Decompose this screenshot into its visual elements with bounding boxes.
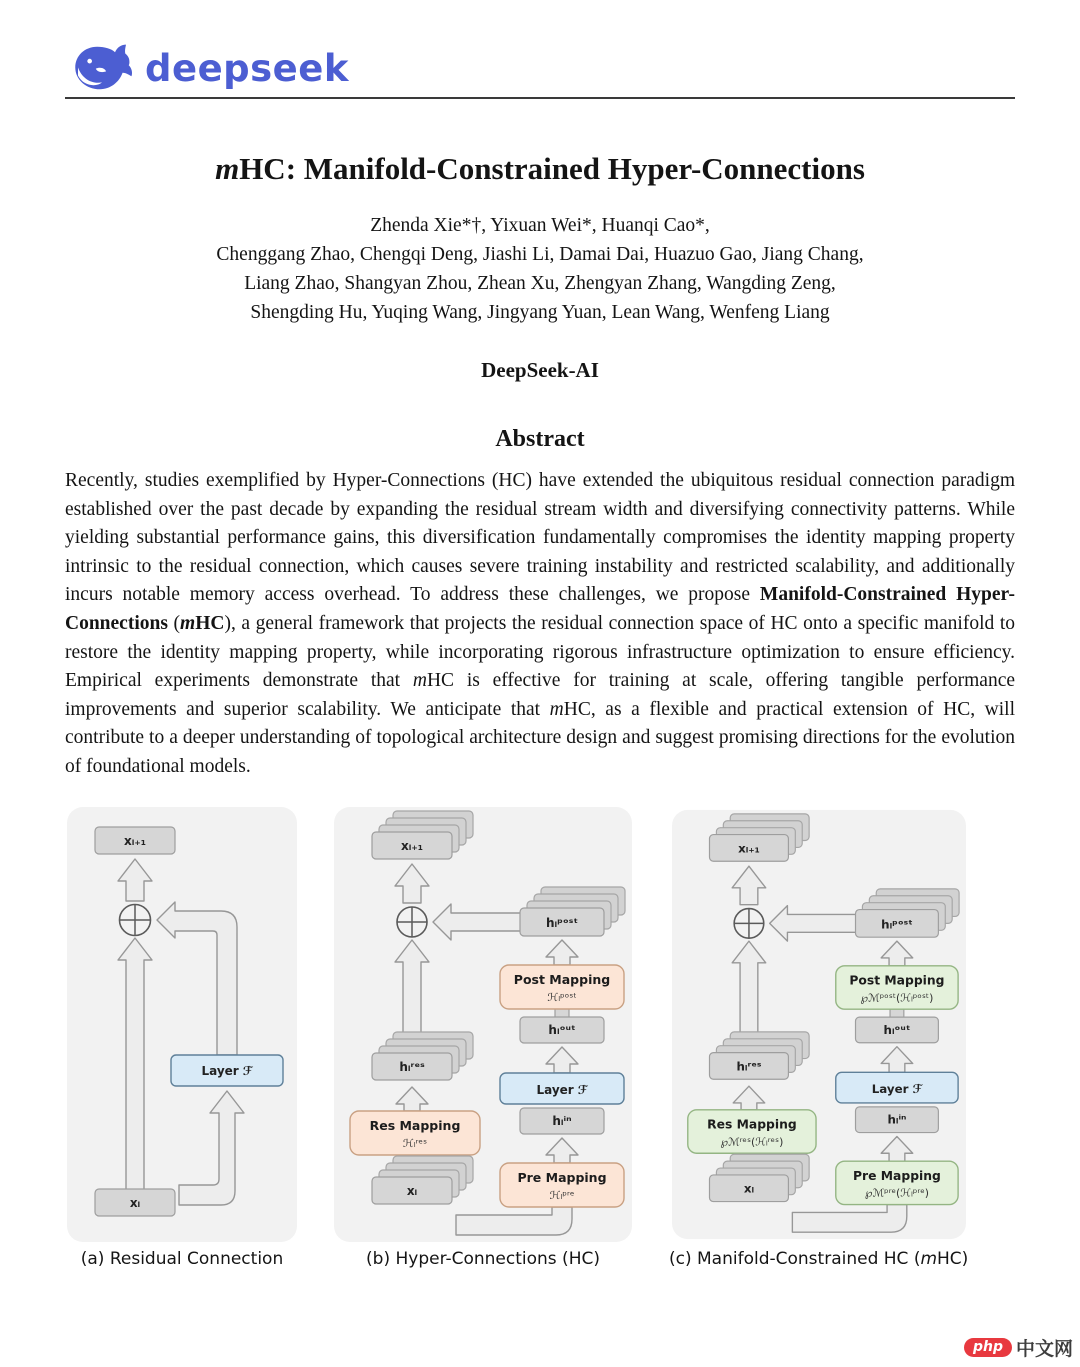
caption-c-suffix: HC)	[937, 1248, 969, 1269]
pre-mapping-box	[835, 1161, 957, 1204]
abstract-mhc-hc: HC	[195, 612, 225, 634]
abstract-mhc-m: m	[180, 612, 196, 634]
h-post-label: hₗᵖᵒˢᵗ	[546, 915, 578, 930]
figure-panel-c	[669, 807, 968, 1269]
abstract-mhc-m: m	[412, 670, 427, 692]
x-next-label: xₗ₊₁	[401, 838, 423, 853]
h-out-label: hₗᵒᵘᵗ	[883, 1022, 910, 1037]
h-out-box	[855, 1017, 938, 1043]
abstract-paragraph	[65, 467, 1015, 782]
h-out-label: hₗᵒᵘᵗ	[548, 1022, 576, 1037]
caption-a: (a) Residual Connection	[80, 1248, 284, 1269]
pre-mapping-expr: ℘ℳᵖʳᵉ(ℋₗᵖʳᵉ)	[864, 1186, 929, 1200]
h-in-box	[855, 1106, 938, 1132]
abstract-heading: Abstract	[495, 426, 585, 452]
x-next-box	[95, 827, 175, 854]
deepseek-whale-icon	[71, 44, 133, 92]
abstract-text: ), a general framework that projects the residual connection space of HC onto a specific manifold to restore the identity mapping property, while incorporating rigorous infrastructure optimization to ensure efficiency. Empirical experiments demonstrate that	[65, 612, 1016, 692]
plus-circle-icon	[120, 904, 151, 935]
paper-title	[65, 151, 1015, 187]
h-post-stack	[520, 887, 625, 936]
post-mapping-expr: ℘ℳᵖᵒˢᵗ(ℋₗᵖᵒˢᵗ)	[860, 990, 934, 1004]
author-line: Shengding Hu, Yuqing Wang, Jingyang Yuan, Lean Wang, Wenfeng Liang	[250, 302, 830, 323]
affiliation: DeepSeek-AI	[481, 358, 599, 382]
post-mapping-label: Post Mapping	[513, 971, 611, 987]
h-res-label: hₗʳᵉˢ	[736, 1058, 762, 1073]
pre-mapping-expr: ℋₗᵖʳᵉ	[549, 1188, 575, 1202]
res-mapping-label: Res Mapping	[369, 1117, 461, 1133]
page-header	[65, 0, 1015, 99]
h-in-box	[520, 1108, 604, 1134]
deepseek-logo	[65, 44, 1015, 92]
pre-mapping-label: Pre Mapping	[517, 1169, 607, 1185]
layer-label: Layer ℱ	[536, 1082, 588, 1097]
abstract-text: HC is effective for training at scale, offering tangible performance improvements and superior scalability. We anticipate that	[65, 670, 1016, 720]
figure-panel-a	[67, 807, 297, 1269]
plus-circle-icon	[397, 907, 427, 937]
mhc-diagram	[672, 807, 966, 1242]
author-line: Liang Zhao, Shangyan Zhou, Zhean Xu, Zhengyan Zhang, Wangding Zeng,	[244, 273, 836, 294]
header-divider	[65, 97, 1015, 99]
x-next-label: xₗ₊₁	[124, 833, 146, 848]
author-line: Zhenda Xie*†, Yixuan Wei*, Huanqi Cao*,	[370, 215, 710, 236]
abstract-text: Recently, studies exemplified by Hyper-Connections (HC) have extended the ubiquitous residual connection paradigm established over the past decade by expanding the residual stream width and diversifying connectivity patterns. While yielding substantial performance gains, this diversification fundamentally compromises the identity mapping property intrinsic to the residual connection, which causes severe training instability and restricted scalability, and additionally incurs notable memory access overhead. To address these challenges, we propose	[65, 470, 1015, 606]
h-post-stack	[855, 888, 959, 936]
title-italic-m: m	[215, 151, 240, 186]
post-mapping-label: Post Mapping	[849, 973, 945, 988]
php-badge: php	[964, 1338, 1012, 1357]
pre-mapping-box	[500, 1163, 624, 1207]
author-line: Chenggang Zhao, Chengqi Deng, Jiashi Li, Damai Dai, Huazuo Gao, Jiang Chang,	[216, 244, 864, 265]
h-post-label: hₗᵖᵒˢᵗ	[880, 916, 913, 931]
site-watermark	[964, 1334, 1073, 1361]
x-next-label: xₗ₊₁	[737, 840, 760, 855]
layer-label: Layer ℱ	[201, 1063, 253, 1078]
watermark-text: 中文网	[1015, 1338, 1073, 1360]
layer-label: Layer ℱ	[871, 1081, 922, 1096]
title-rest: HC: Manifold-Constrained Hyper-Connections	[239, 151, 865, 186]
res-mapping-box	[687, 1109, 815, 1152]
x-input-label: xₗ	[129, 1195, 141, 1210]
abstract-text: HC, as a flexible and practical extension of HC, will contribute to a deeper understanding of topological architecture design and suggest promising directions for the evolution of foundational models.	[65, 698, 1016, 777]
residual-connection-diagram	[67, 807, 297, 1242]
res-mapping-box	[350, 1111, 480, 1155]
layer-box	[835, 1072, 957, 1103]
h-out-box	[520, 1017, 604, 1043]
author-list	[65, 211, 1015, 327]
abstract-text: (	[167, 612, 181, 634]
figure-panel-b	[334, 807, 632, 1269]
abstract-bold-term: Manifold-Constrained Hyper-Connections	[65, 584, 1015, 634]
layer-box	[171, 1055, 283, 1086]
x-input-label: xₗ	[743, 1181, 754, 1196]
caption-c-italic-m: m	[920, 1248, 938, 1269]
hyper-connections-diagram	[334, 807, 632, 1242]
pre-mapping-label: Pre Mapping	[852, 1168, 941, 1183]
figure-1	[65, 807, 1015, 1269]
res-mapping-label: Res Mapping	[706, 1117, 797, 1132]
abstract-mhc-m: m	[549, 698, 564, 720]
panel-background	[67, 807, 297, 1242]
post-mapping-box	[500, 965, 624, 1009]
caption-c	[669, 1249, 968, 1269]
caption-c-prefix: (c) Manifold-Constrained HC (	[669, 1248, 921, 1269]
h-in-label: hₗⁱⁿ	[887, 1112, 907, 1127]
post-mapping-expr: ℋₗᵖᵒˢᵗ	[547, 990, 577, 1004]
h-res-label: hₗʳᵉˢ	[399, 1059, 425, 1074]
x-input-box	[95, 1189, 175, 1216]
layer-box	[500, 1073, 624, 1104]
x-input-label: xₗ	[406, 1183, 418, 1198]
res-mapping-expr: ℘ℳʳᵉˢ(ℋₗʳᵉˢ)	[720, 1134, 784, 1148]
caption-b: (b) Hyper-Connections (HC)	[366, 1248, 600, 1269]
h-in-label: hₗⁱⁿ	[552, 1113, 572, 1128]
post-mapping-box	[835, 965, 957, 1008]
plus-circle-icon	[734, 908, 764, 938]
res-mapping-expr: ℋₗʳᵉˢ	[402, 1136, 428, 1150]
brand-wordmark: deepseek	[145, 46, 349, 90]
